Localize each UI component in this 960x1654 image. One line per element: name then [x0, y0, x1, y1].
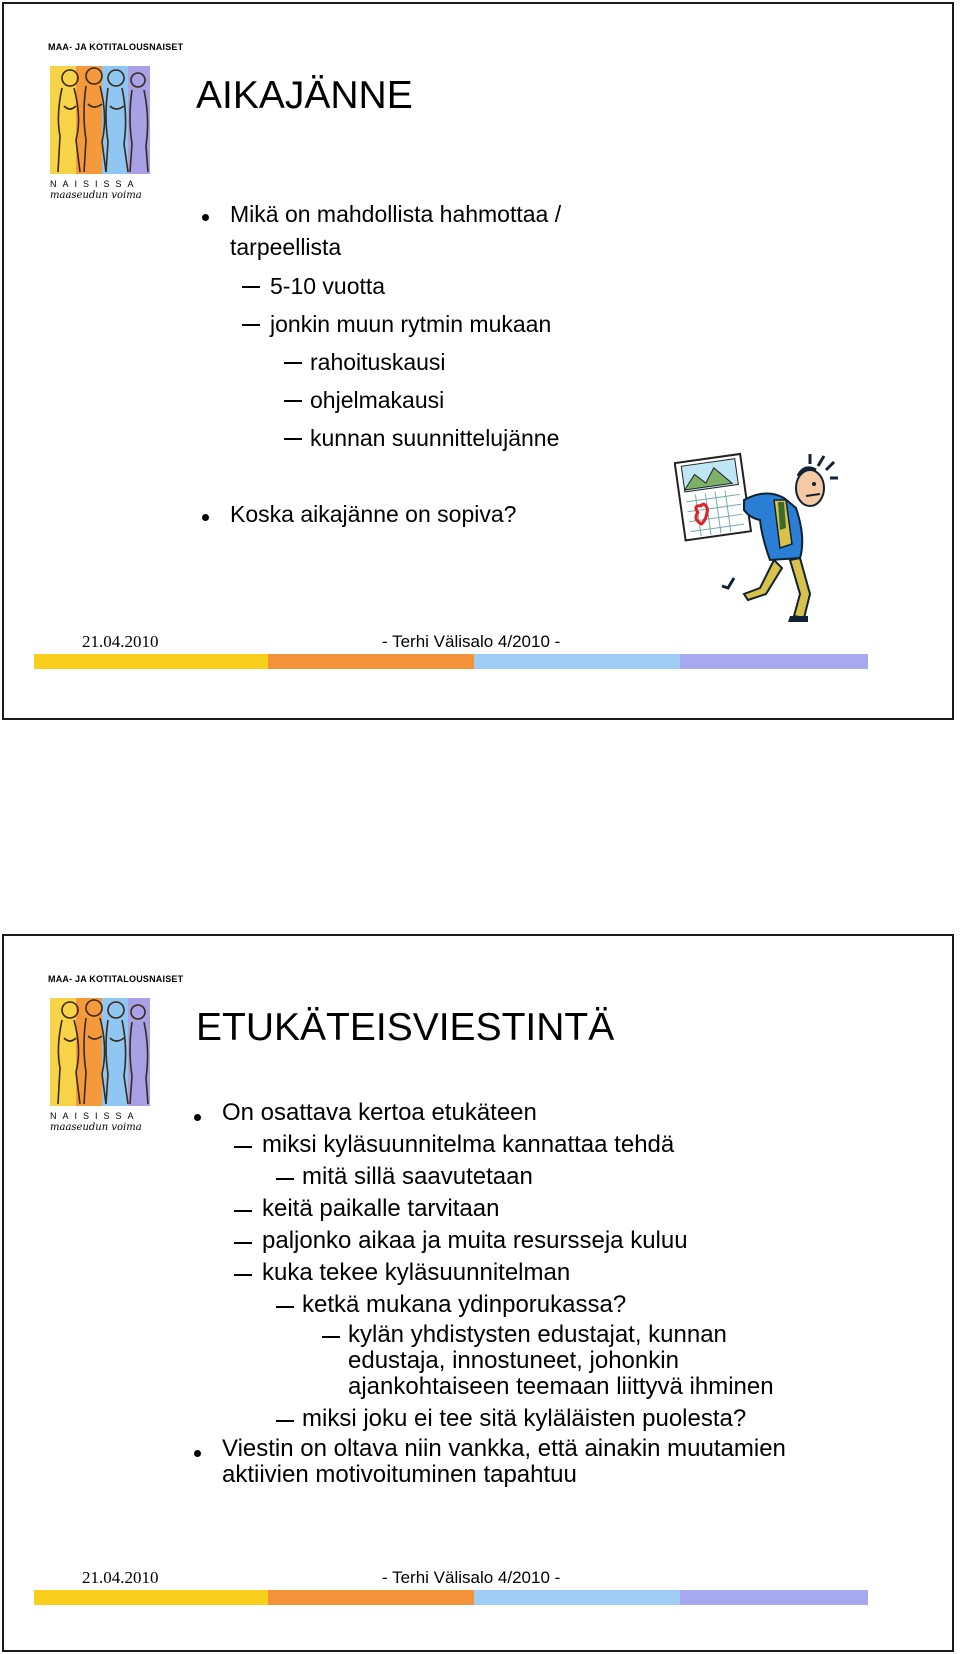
dash — [242, 324, 260, 326]
sub-sub-item: mitä sillä saavutetaan — [302, 1163, 533, 1190]
dash — [276, 1420, 294, 1422]
bullet-text-continued: aktiivien motivoituminen tapahtuu — [222, 1461, 577, 1488]
sub-item: 5-10 vuotta — [270, 273, 386, 299]
dash — [234, 1274, 252, 1276]
stripe-segment-lightblue — [474, 1590, 680, 1605]
slide-aikajanne — [2, 2, 954, 720]
sub-item: jonkin muun rytmin mukaan — [270, 311, 552, 337]
dash — [234, 1242, 252, 1244]
sub-sub-item: miksi joku ei tee sitä kyläläisten puolesta? — [302, 1405, 747, 1432]
level4-item-continued: edustaja, innostuneet, johonkin — [348, 1347, 679, 1374]
sub-item: miksi kyläsuunnitelma kannattaa tehdä — [262, 1131, 675, 1158]
dash — [284, 438, 302, 440]
bullet-text: On osattava kertoa etukäteen — [222, 1099, 537, 1126]
bullet-text: Koska aikajänne on sopiva? — [230, 501, 517, 527]
stripe-segment-lightblue — [474, 654, 680, 669]
man-running-with-calendar-icon — [674, 448, 854, 628]
dash — [284, 362, 302, 364]
bullet — [194, 1450, 201, 1457]
sub-item: paljonko aikaa ja muita resursseja kuluu — [262, 1227, 688, 1254]
slide-etukateisviestinta — [2, 934, 954, 1652]
footer-author: - Terhi Välisalo 4/2010 - — [382, 632, 561, 651]
stripe-segment-orange — [268, 1590, 474, 1605]
women-figures-logo-icon — [48, 988, 152, 1108]
dash — [234, 1210, 252, 1212]
logo-brand-text: MAA- JA KOTITALOUSNAISET — [48, 42, 184, 52]
organization-logo — [46, 974, 184, 1134]
bullet-text: Viestin on oltava niin vankka, että ainakin muutamien — [222, 1435, 786, 1462]
sub-sub-item: rahoituskausi — [310, 349, 446, 375]
logo-word: NAISISSA — [50, 179, 140, 189]
bullet-text-continued: tarpeellista — [230, 234, 342, 260]
sub-item: keitä paikalle tarvitaan — [262, 1195, 500, 1222]
footer-date: 21.04.2010 — [82, 632, 159, 651]
logo-script-text: maaseudun voima — [50, 1122, 142, 1133]
slide-title: AIKAJÄNNE — [196, 74, 413, 117]
dash — [322, 1336, 340, 1338]
level4-item: kylän yhdistysten edustajat, kunnan — [348, 1321, 727, 1348]
logo-brand-text: MAA- JA KOTITALOUSNAISET — [48, 974, 184, 984]
bullet — [202, 214, 209, 221]
bullet — [194, 1114, 201, 1121]
stripe-segment-yellow — [34, 654, 268, 669]
women-figures-logo-icon — [48, 56, 152, 176]
dash — [284, 400, 302, 402]
logo-script-text: maaseudun voima — [50, 190, 142, 201]
dash — [234, 1146, 252, 1148]
sub-sub-item: ketkä mukana ydinporukassa? — [302, 1291, 627, 1318]
dash — [276, 1306, 294, 1308]
sub-sub-item: ohjelmakausi — [310, 387, 445, 413]
footer-author: - Terhi Välisalo 4/2010 - — [382, 1568, 561, 1587]
sub-item: kuka tekee kyläsuunnitelman — [262, 1259, 571, 1286]
level4-item-continued: ajankohtaiseen teemaan liittyvä ihminen — [348, 1373, 774, 1400]
dash — [242, 286, 260, 288]
stripe-segment-violet — [680, 1590, 868, 1605]
logo-word: NAISISSA — [50, 1111, 140, 1121]
organization-logo — [46, 42, 184, 202]
color-stripe — [34, 654, 914, 669]
slide-title: ETUKÄTEISVIESTINTÄ — [196, 1006, 615, 1049]
dash — [276, 1178, 294, 1180]
color-stripe — [34, 1590, 914, 1605]
stripe-segment-yellow — [34, 1590, 268, 1605]
sub-sub-item: kunnan suunnittelujänne — [310, 425, 560, 451]
stripe-segment-violet — [680, 654, 868, 669]
stripe-segment-orange — [268, 654, 474, 669]
footer-date: 21.04.2010 — [82, 1568, 159, 1587]
bullet-text: Mikä on mahdollista hahmottaa / — [230, 201, 562, 227]
bullet — [202, 514, 209, 521]
